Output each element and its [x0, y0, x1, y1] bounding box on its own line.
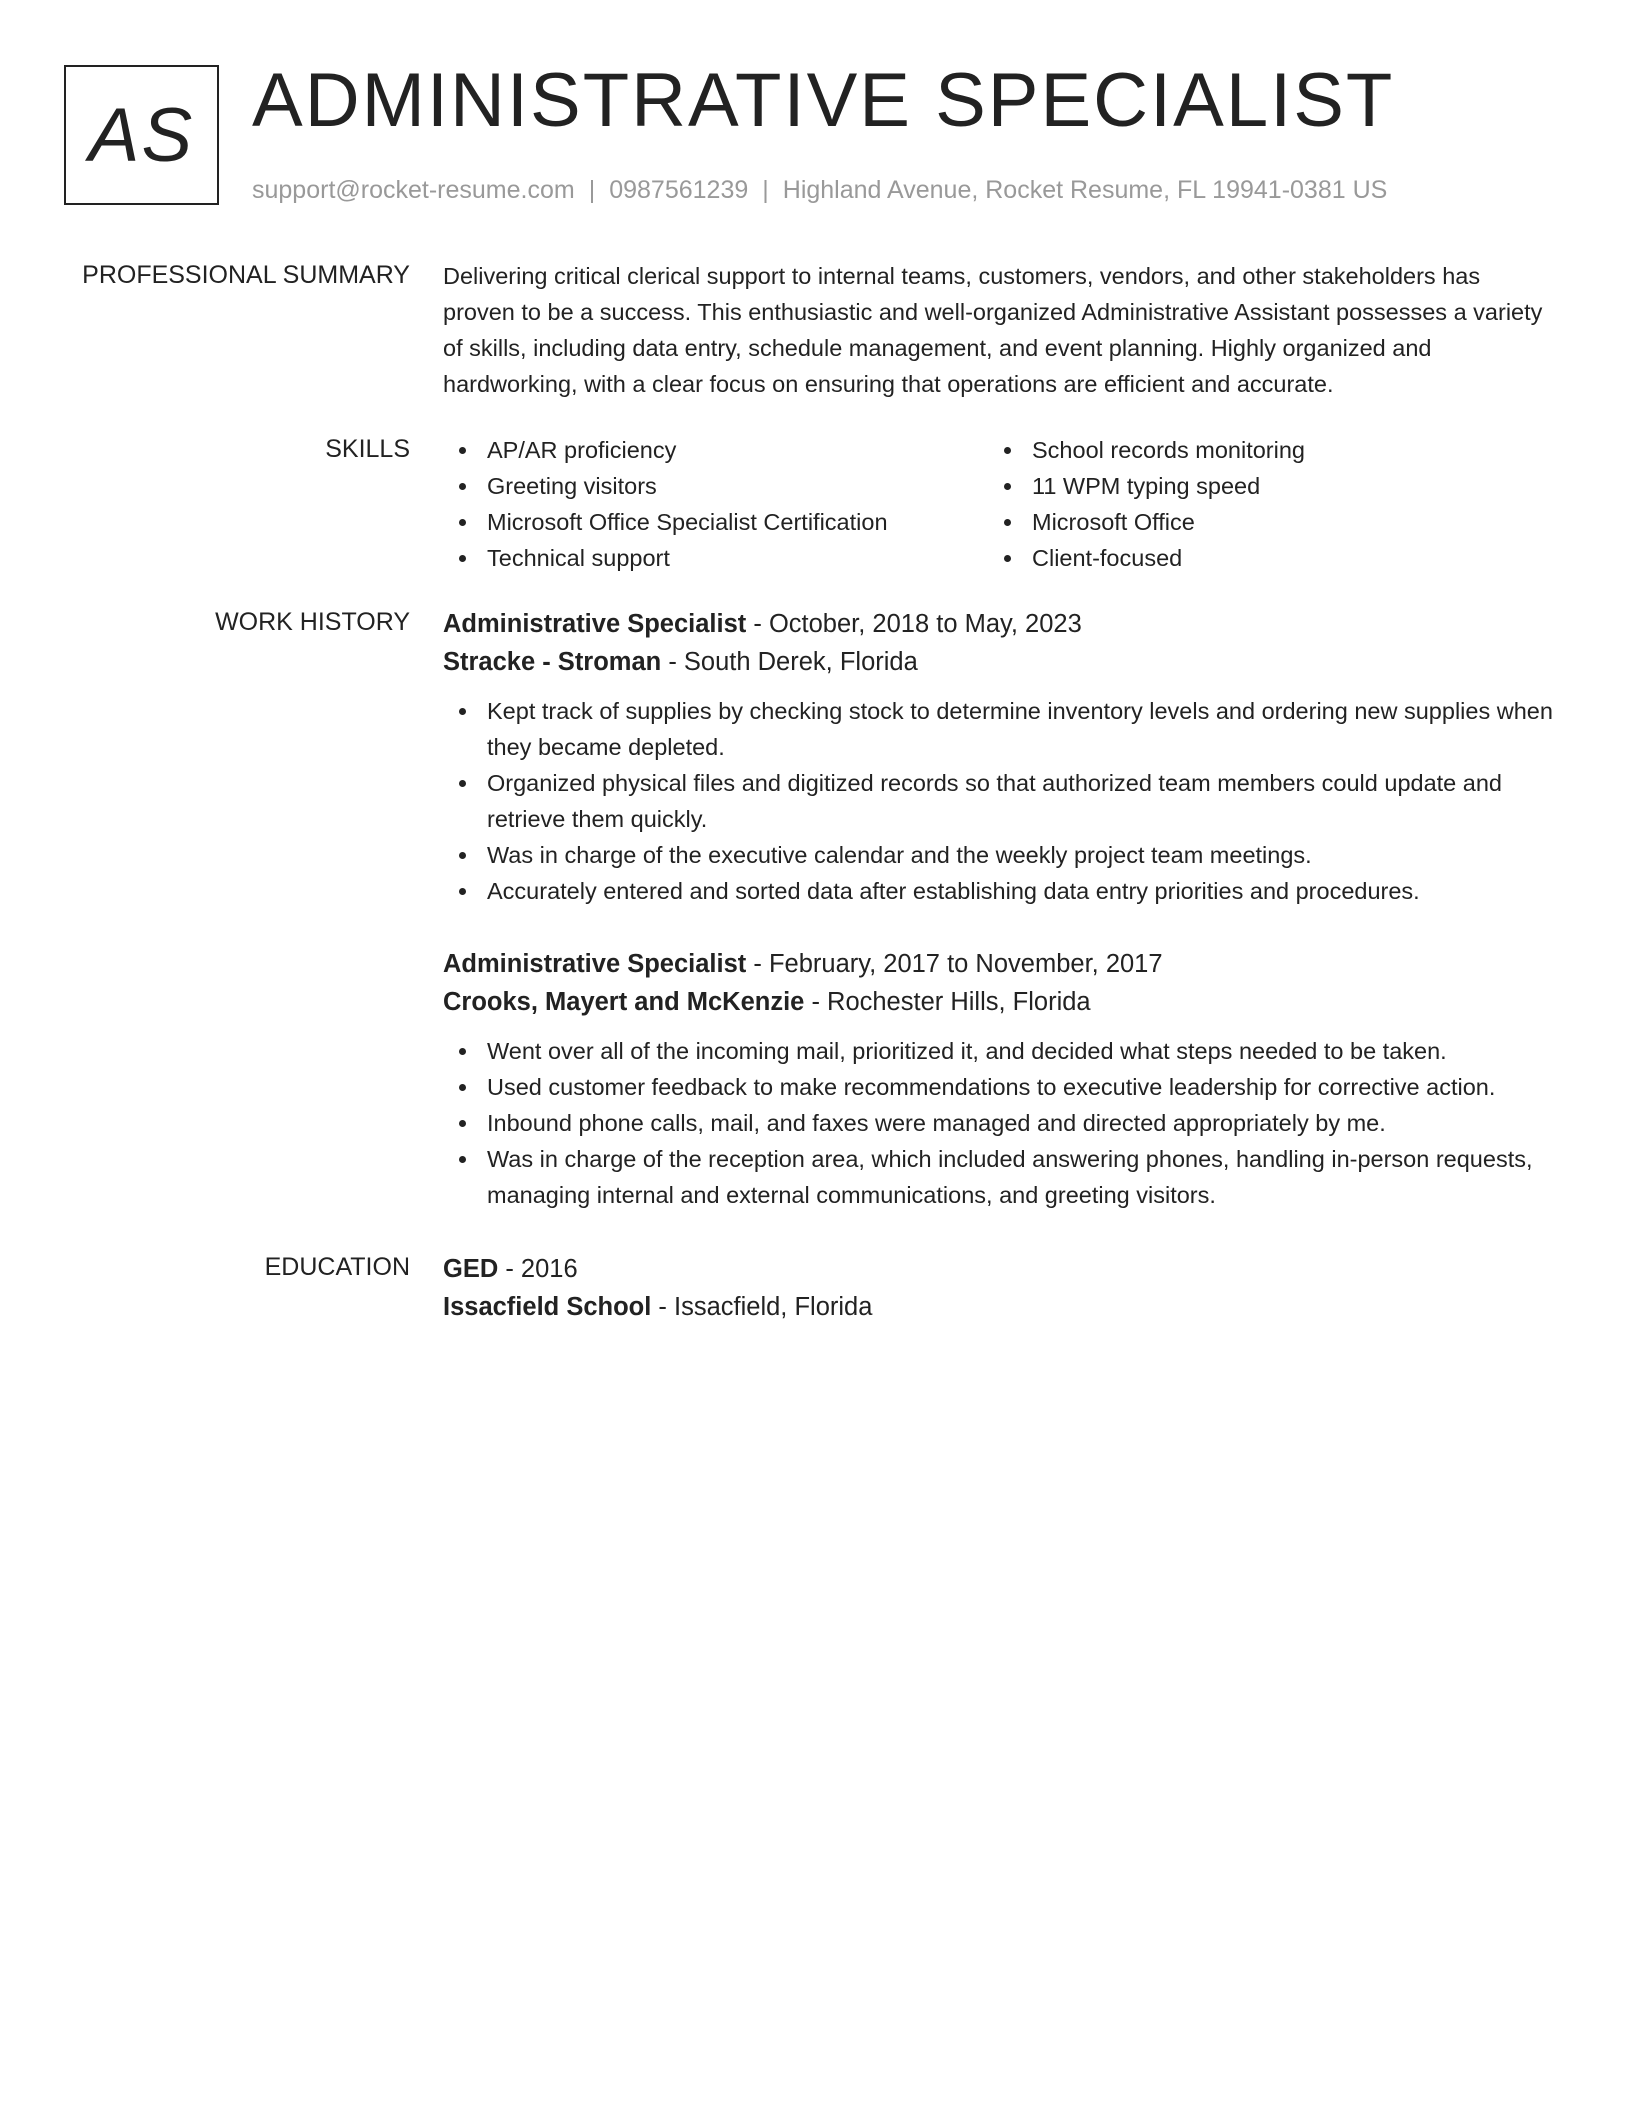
skill-item: School records monitoring	[988, 432, 1533, 468]
job-title-line	[443, 945, 1563, 983]
contact-separator: |	[762, 176, 769, 204]
job-location: - South Derek, Florida	[668, 648, 918, 676]
job-location: - Rochester Hills, Florida	[811, 988, 1091, 1016]
skills-column-right	[988, 432, 1533, 576]
skill-item: Technical support	[443, 540, 988, 576]
education-location: - Issacfield, Florida	[658, 1293, 873, 1321]
job-title: Administrative Specialist	[443, 950, 747, 978]
education-year: - 2016	[505, 1255, 578, 1283]
contact-line	[252, 173, 1387, 207]
job-duty-item: Organized physical files and digitized records so that authorized team members could update and retrieve them quickly.	[443, 765, 1563, 837]
skill-item: Client-focused	[988, 540, 1533, 576]
education-degree-line	[443, 1250, 1563, 1288]
monogram-initials: AS	[88, 92, 195, 178]
job-company-line	[443, 983, 1563, 1021]
job-entry	[443, 605, 1563, 909]
job-duty-item: Used customer feedback to make recommendations to executive leadership for corrective action.	[443, 1069, 1563, 1105]
job-dates: - February, 2017 to November, 2017	[753, 950, 1163, 978]
skills-column-left	[443, 432, 988, 576]
skill-item: Greeting visitors	[443, 468, 988, 504]
candidate-title: ADMINISTRATIVE SPECIALIST	[252, 58, 1395, 143]
monogram-box	[64, 65, 219, 205]
job-duties	[443, 1033, 1563, 1213]
contact-address: Highland Avenue, Rocket Resume, FL 19941-0381 US	[782, 176, 1388, 204]
section-heading-skills: SKILLS	[325, 435, 410, 463]
education-school-line	[443, 1288, 1563, 1326]
section-heading-education: EDUCATION	[264, 1253, 410, 1281]
education-degree: GED	[443, 1255, 499, 1283]
job-company: Crooks, Mayert and McKenzie	[443, 988, 805, 1016]
job-duties	[443, 693, 1563, 909]
summary-text: Delivering critical clerical support to internal teams, customers, vendors, and other stakeholders has proven to be a success. This enthusiastic and well-organized Administrative Assistant possesses a variety of skills, including data entry, schedule management, and event planning. Highly organized and hardworking, with a clear focus on ensuring that operations are efficient and accurate.	[443, 263, 1543, 397]
job-duty-item: Kept track of supplies by checking stock to determine inventory levels and ordering new supplies when they became depleted.	[443, 693, 1563, 765]
job-duty-item: Went over all of the incoming mail, prioritized it, and decided what steps needed to be taken.	[443, 1033, 1563, 1069]
job-entry	[443, 945, 1563, 1213]
contact-separator: |	[588, 176, 596, 204]
skill-item: 11 WPM typing speed	[988, 468, 1533, 504]
skill-item: Microsoft Office	[988, 504, 1533, 540]
contact-email: support@rocket-resume.com	[252, 176, 575, 204]
job-duty-item: Was in charge of the reception area, which included answering phones, handling in-person requests, managing internal and external communications, and greeting visitors.	[443, 1141, 1563, 1213]
job-duty-item: Inbound phone calls, mail, and faxes were managed and directed appropriately by me.	[443, 1105, 1563, 1141]
skills-list	[443, 432, 1553, 576]
skill-item: Microsoft Office Specialist Certification	[443, 504, 988, 540]
job-title: Administrative Specialist	[443, 610, 747, 638]
contact-phone: 0987561239	[609, 176, 749, 204]
skill-item: AP/AR proficiency	[443, 432, 988, 468]
job-title-line	[443, 605, 1563, 643]
section-heading-summary: PROFESSIONAL SUMMARY	[82, 261, 410, 289]
job-duty-item: Was in charge of the executive calendar and the weekly project team meetings.	[443, 837, 1563, 873]
education-entry	[443, 1250, 1563, 1326]
job-duty-item: Accurately entered and sorted data after establishing data entry priorities and procedures.	[443, 873, 1563, 909]
education-school: Issacfield School	[443, 1293, 652, 1321]
job-company-line	[443, 643, 1563, 681]
job-dates: - October, 2018 to May, 2023	[753, 610, 1082, 638]
section-heading-work-history: WORK HISTORY	[215, 608, 410, 636]
job-company: Stracke - Stroman	[443, 648, 662, 676]
